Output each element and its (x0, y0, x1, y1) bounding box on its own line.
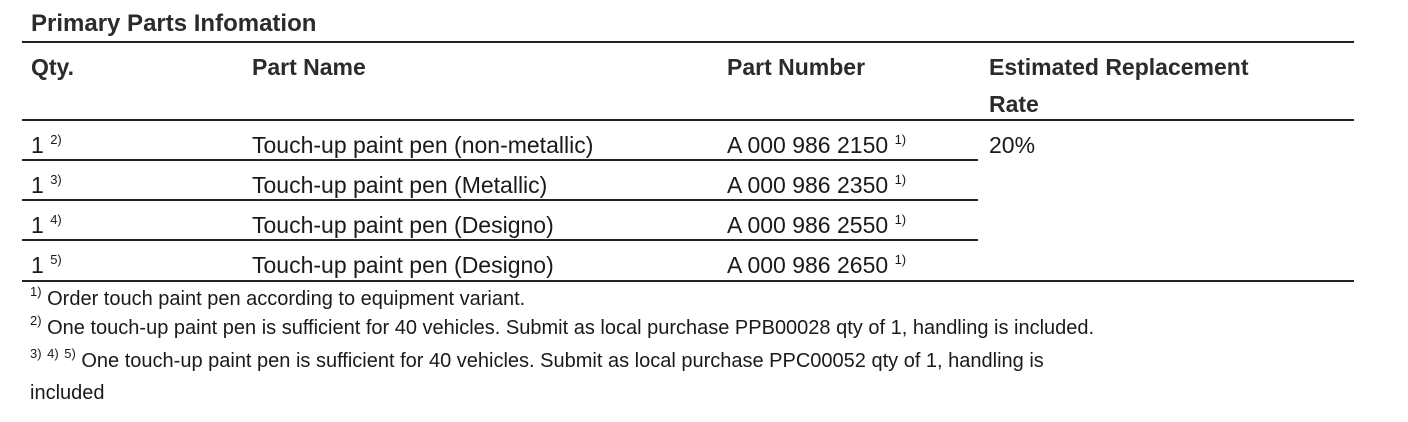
row2-qty-value: 1 (31, 172, 44, 198)
row2-qty (31, 170, 62, 200)
row2-part-name: Touch-up paint pen (Metallic) (252, 172, 548, 198)
row3-part-number-footnote-ref: 1) (894, 212, 907, 227)
header-qty: Qty. (31, 54, 75, 80)
row1-qty-value: 1 (31, 132, 44, 158)
row4-qty-footnote-ref: 5) (50, 252, 62, 267)
row1-part-number (727, 130, 906, 160)
row2-part-number-footnote-ref: 1) (894, 172, 907, 187)
row2-qty-footnote-ref: 3) (50, 172, 62, 187)
footnote-1-ref: 1) (30, 284, 42, 299)
row1-part-number-footnote-ref: 1) (894, 132, 907, 147)
section-title: Primary Parts Infomation (31, 10, 317, 37)
row1-qty-footnote-ref: 2) (50, 132, 62, 147)
bottom-rule (22, 280, 1354, 282)
row3-qty-footnote-ref: 4) (50, 212, 62, 227)
row1-part-name: Touch-up paint pen (non-metallic) (252, 132, 594, 158)
footnote-2-ref: 2) (30, 313, 42, 328)
footnote-3-ref-b: 4) (47, 346, 59, 361)
row4-part-name: Touch-up paint pen (Designo) (252, 252, 554, 278)
row4-qty (31, 250, 62, 280)
header-part-name: Part Name (252, 54, 366, 80)
footnote-3-text: One touch-up paint pen is sufficient for 40 vehicles. Submit as local purchase PPC00052 qty of 1, handling is (81, 350, 1044, 372)
row1-qty (31, 130, 62, 160)
footnote-3 (30, 347, 1044, 375)
row2-part-number (727, 170, 906, 200)
footnote-2 (30, 314, 1094, 342)
row4-part-number-footnote-ref: 1) (894, 252, 907, 267)
header-rate-line2: Rate (989, 91, 1039, 117)
row2-part-number-value: A 000 986 2350 (727, 172, 889, 198)
row4-part-number-value: A 000 986 2650 (727, 252, 889, 278)
header-rate-line1: Estimated Replacement (989, 54, 1249, 80)
row4-part-number (727, 250, 906, 280)
row3-part-name: Touch-up paint pen (Designo) (252, 212, 554, 238)
row3-part-number (727, 210, 906, 240)
row3-qty-value: 1 (31, 212, 44, 238)
header-rule (22, 119, 1354, 121)
row3-part-number-value: A 000 986 2550 (727, 212, 889, 238)
header-part-number: Part Number (727, 54, 866, 80)
row4-qty-value: 1 (31, 252, 44, 278)
footnote-1-text: Order touch paint pen according to equipment variant. (47, 288, 526, 310)
footnote-2-text: One touch-up paint pen is sufficient for 40 vehicles. Submit as local purchase PPB00028 qty of 1, handling is included. (47, 317, 1095, 339)
footnote-3-continued: included (30, 382, 105, 404)
footnote-3-ref-c: 5) (64, 346, 76, 361)
row3-qty (31, 210, 62, 240)
rate-value: 20% (989, 132, 1036, 158)
footnote-1 (30, 285, 525, 313)
footnote-3-ref-a: 3) (30, 346, 42, 361)
row1-part-number-value: A 000 986 2150 (727, 132, 889, 158)
top-rule (22, 41, 1354, 43)
